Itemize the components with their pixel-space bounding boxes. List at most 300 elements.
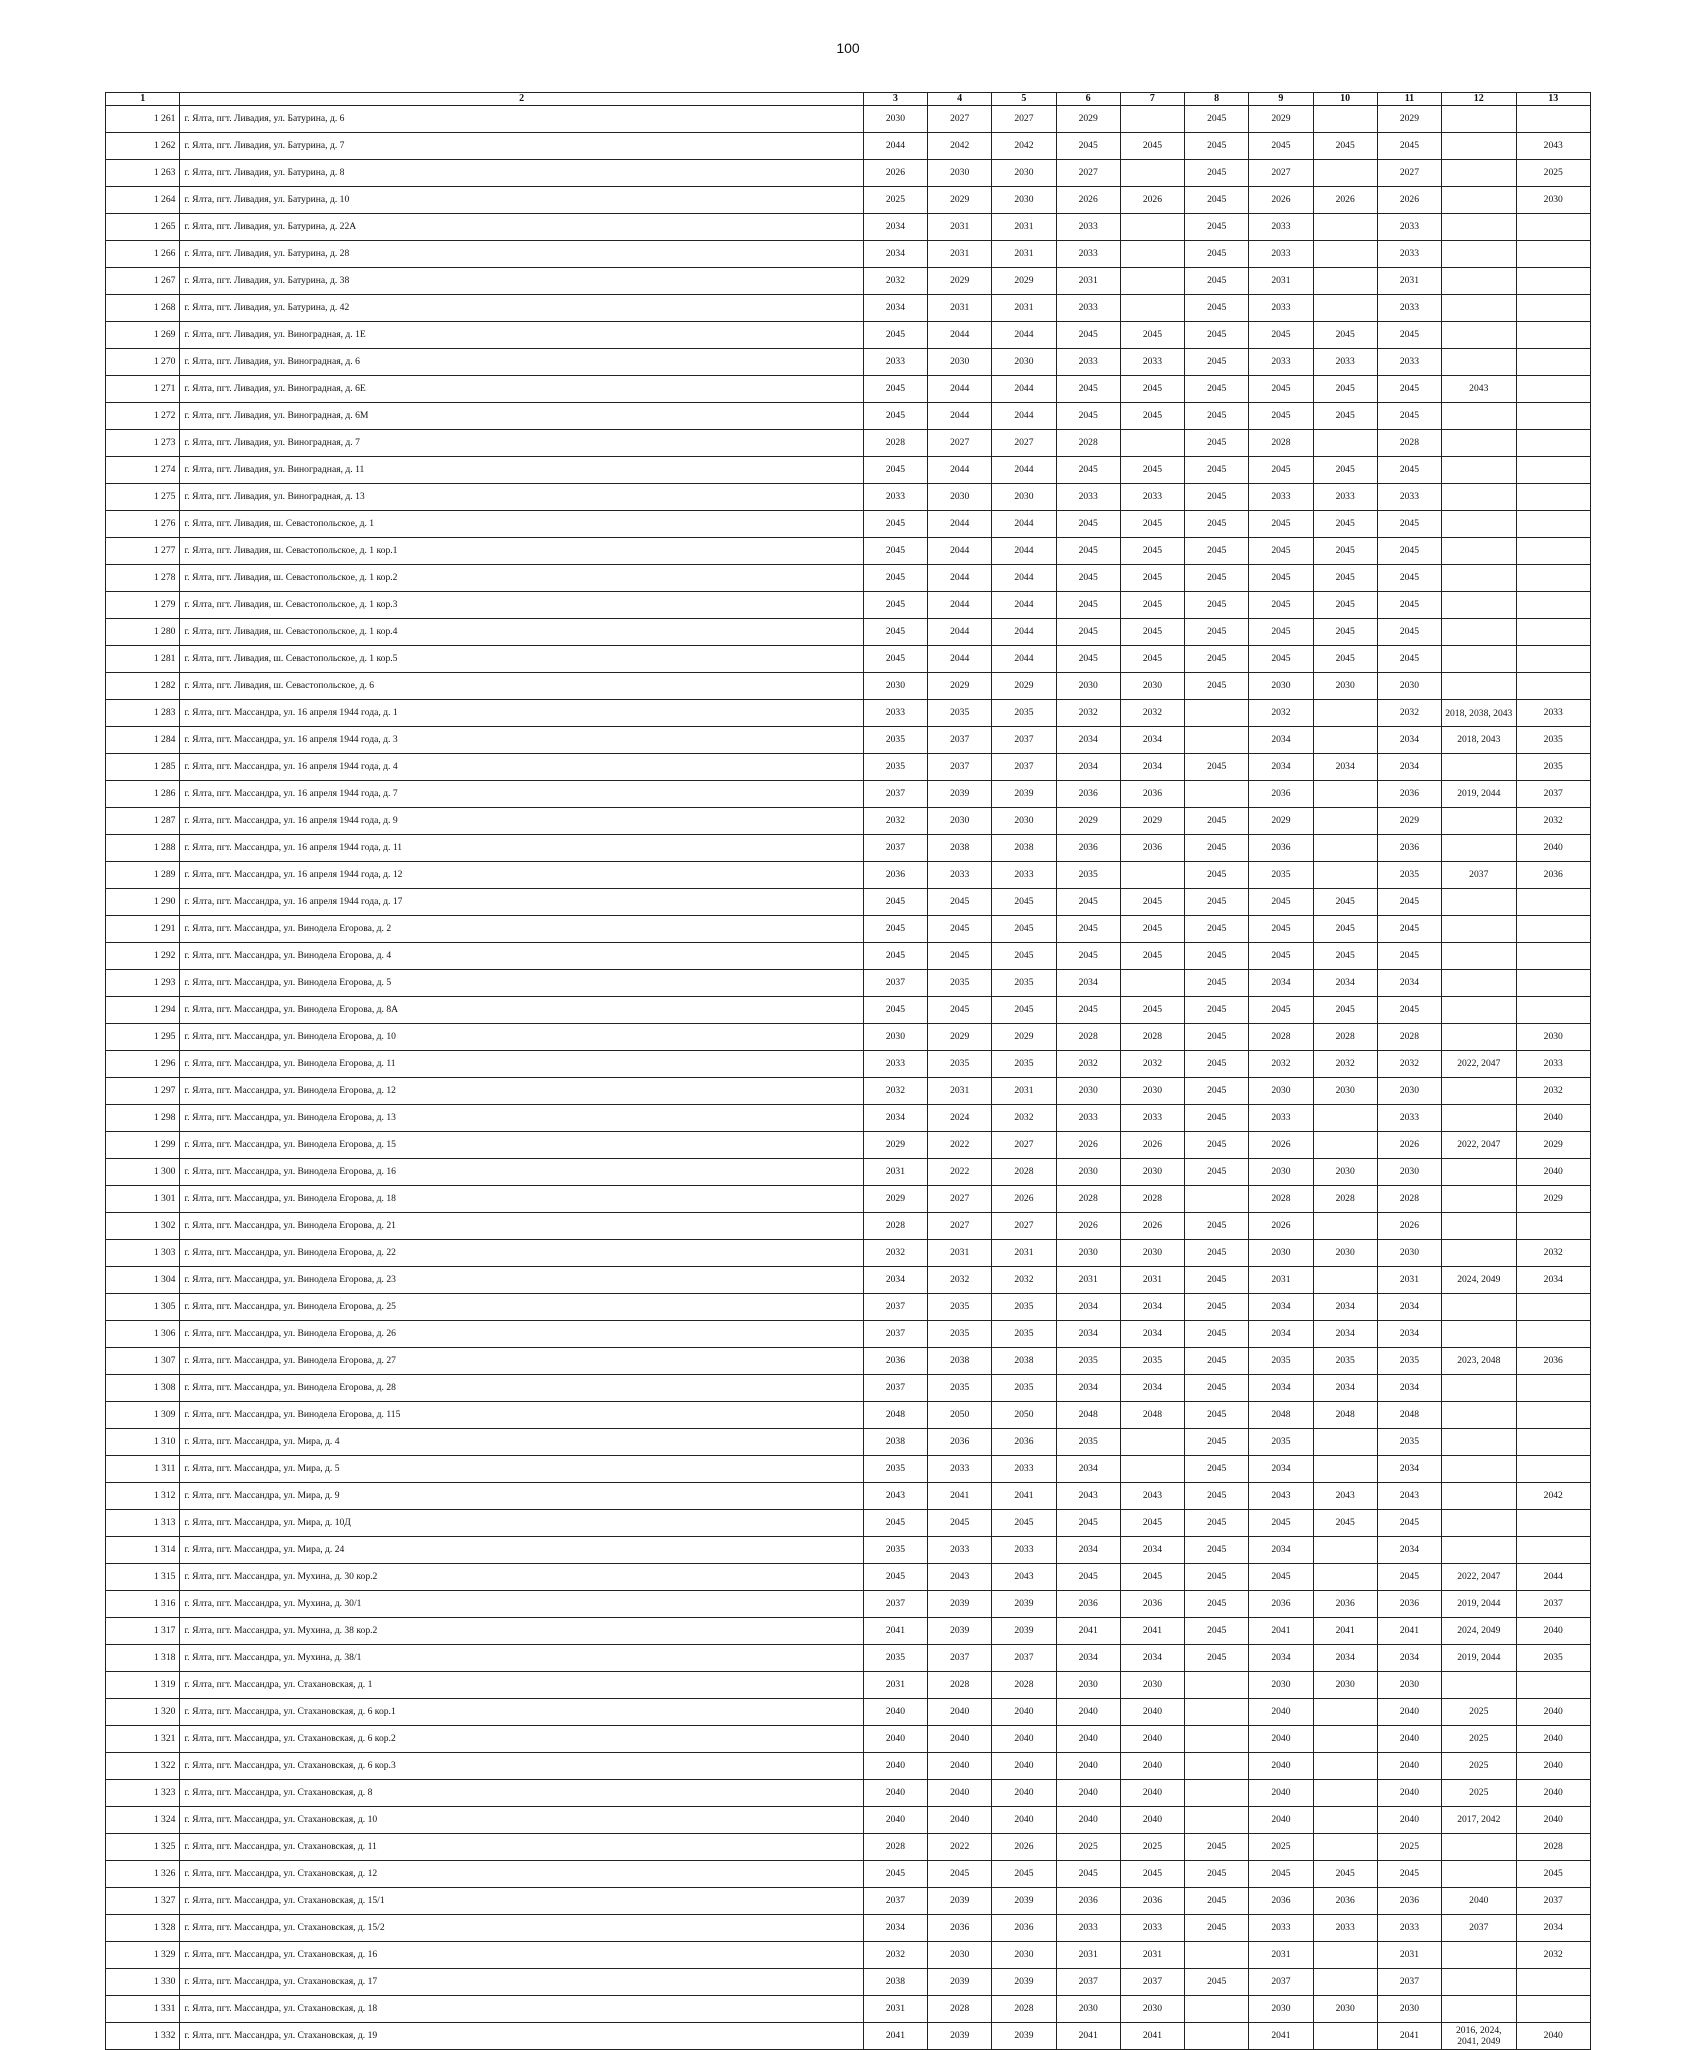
year-cell-col-12 [1442, 673, 1516, 700]
year-cell-col-6: 2045 [1056, 538, 1120, 565]
table-row [106, 862, 1591, 889]
address-cell: г. Ялта, пгт. Ливадия, ул. Виноградная, д. 11 [180, 457, 863, 484]
year-cell-col-5: 2030 [992, 349, 1056, 376]
year-cell-col-9: 2045 [1249, 916, 1313, 943]
year-cell-col-13 [1516, 241, 1591, 268]
year-cell-col-11: 2036 [1377, 835, 1441, 862]
year-cell-col-10 [1313, 1969, 1377, 1996]
year-cell-col-5: 2027 [992, 1132, 1056, 1159]
table-row [106, 1429, 1591, 1456]
year-cell-col-8: 2045 [1185, 214, 1249, 241]
year-cell-col-3: 2028 [863, 1834, 927, 1861]
year-cell-col-7: 2045 [1120, 997, 1184, 1024]
year-cell-col-10 [1313, 1213, 1377, 1240]
year-cell-col-11: 2045 [1377, 511, 1441, 538]
year-cell-col-3: 2030 [863, 1024, 927, 1051]
year-cell-col-11: 2035 [1377, 1348, 1441, 1375]
address-cell: г. Ялта, пгт. Массандра, ул. Стахановская, д. 8 [180, 1780, 863, 1807]
table-row [106, 1240, 1591, 1267]
year-cell-col-12 [1442, 187, 1516, 214]
year-cell-col-4: 2044 [928, 457, 992, 484]
year-cell-col-11: 2040 [1377, 1699, 1441, 1726]
year-cell-col-6: 2036 [1056, 1888, 1120, 1915]
year-cell-col-8: 2045 [1185, 1348, 1249, 1375]
year-cell-col-6: 2045 [1056, 592, 1120, 619]
year-cell-col-10 [1313, 241, 1377, 268]
year-cell-col-6: 2033 [1056, 484, 1120, 511]
year-cell-col-9: 2033 [1249, 1915, 1313, 1942]
row-number-cell: 1 286 [106, 781, 180, 808]
year-cell-col-11: 2040 [1377, 1726, 1441, 1753]
year-cell-col-3: 2035 [863, 1645, 927, 1672]
year-cell-col-12: 2040 [1442, 1888, 1516, 1915]
address-cell: г. Ялта, пгт. Массандра, ул. Винодела Егорова, д. 18 [180, 1186, 863, 1213]
year-cell-col-13 [1516, 1294, 1591, 1321]
table-row [106, 1915, 1591, 1942]
year-cell-col-11: 2029 [1377, 808, 1441, 835]
year-cell-col-8: 2045 [1185, 1888, 1249, 1915]
address-cell: г. Ялта, пгт. Массандра, ул. 16 апреля 1944 года, д. 1 [180, 700, 863, 727]
year-cell-col-13 [1516, 565, 1591, 592]
year-cell-col-12 [1442, 511, 1516, 538]
year-cell-col-11: 2045 [1377, 1564, 1441, 1591]
table-row [106, 484, 1591, 511]
year-cell-col-11: 2041 [1377, 1618, 1441, 1645]
table-row [106, 1807, 1591, 1834]
year-cell-col-4: 2039 [928, 1591, 992, 1618]
table-row [106, 754, 1591, 781]
address-cell: г. Ялта, пгт. Массандра, ул. Мира, д. 24 [180, 1537, 863, 1564]
year-cell-col-12: 2018, 2043 [1442, 727, 1516, 754]
year-cell-col-10 [1313, 1780, 1377, 1807]
year-cell-col-12 [1442, 430, 1516, 457]
year-cell-col-6: 2040 [1056, 1780, 1120, 1807]
year-cell-col-3: 2045 [863, 403, 927, 430]
row-number-cell: 1 319 [106, 1672, 180, 1699]
year-cell-col-9: 2036 [1249, 781, 1313, 808]
address-cell: г. Ялта, пгт. Массандра, ул. Винодела Егорова, д. 27 [180, 1348, 863, 1375]
year-cell-col-10: 2045 [1313, 619, 1377, 646]
year-cell-col-6: 2032 [1056, 700, 1120, 727]
year-cell-col-3: 2028 [863, 1213, 927, 1240]
year-cell-col-9: 2043 [1249, 1483, 1313, 1510]
year-cell-col-12 [1442, 1537, 1516, 1564]
address-cell: г. Ялта, пгт. Массандра, ул. Мухина, д. 30 кор.2 [180, 1564, 863, 1591]
year-cell-col-12 [1442, 592, 1516, 619]
address-cell: г. Ялта, пгт. Ливадия, ул. Батурина, д. 28 [180, 241, 863, 268]
year-cell-col-5: 2037 [992, 754, 1056, 781]
address-cell: г. Ялта, пгт. Ливадия, ш. Севастопольское, д. 1 кор.3 [180, 592, 863, 619]
year-cell-col-4: 2027 [928, 1213, 992, 1240]
year-cell-col-11: 2032 [1377, 700, 1441, 727]
year-cell-col-5: 2033 [992, 1537, 1056, 1564]
year-cell-col-5: 2027 [992, 1213, 1056, 1240]
year-cell-col-6: 2033 [1056, 1105, 1120, 1132]
year-cell-col-11: 2045 [1377, 565, 1441, 592]
year-cell-col-11: 2034 [1377, 1645, 1441, 1672]
column-header-9: 9 [1249, 93, 1313, 106]
year-cell-col-3: 2029 [863, 1132, 927, 1159]
year-cell-col-12 [1442, 1996, 1516, 2023]
row-number-cell: 1 276 [106, 511, 180, 538]
row-number-cell: 1 282 [106, 673, 180, 700]
year-cell-col-12 [1442, 835, 1516, 862]
year-cell-col-5: 2039 [992, 2023, 1056, 2050]
year-cell-col-13: 2035 [1516, 754, 1591, 781]
address-cell: г. Ялта, пгт. Ливадия, ул. Виноградная, д. 6 [180, 349, 863, 376]
year-cell-col-7: 2034 [1120, 727, 1184, 754]
year-cell-col-8: 2045 [1185, 916, 1249, 943]
table-row [106, 349, 1591, 376]
year-cell-col-10 [1313, 1132, 1377, 1159]
year-cell-col-3: 2045 [863, 889, 927, 916]
year-cell-col-11: 2026 [1377, 1213, 1441, 1240]
year-cell-col-3: 2041 [863, 2023, 927, 2050]
address-cell: г. Ялта, пгт. Массандра, ул. Винодела Егорова, д. 16 [180, 1159, 863, 1186]
row-number-cell: 1 320 [106, 1699, 180, 1726]
address-cell: г. Ялта, пгт. Массандра, ул. Винодела Егорова, д. 21 [180, 1213, 863, 1240]
year-cell-col-4: 2035 [928, 970, 992, 997]
year-cell-col-12 [1442, 1402, 1516, 1429]
year-cell-col-13: 2040 [1516, 1699, 1591, 1726]
year-cell-col-4: 2036 [928, 1429, 992, 1456]
column-header-6: 6 [1056, 93, 1120, 106]
year-cell-col-9: 2045 [1249, 538, 1313, 565]
year-cell-col-9: 2036 [1249, 835, 1313, 862]
year-cell-col-4: 2035 [928, 1051, 992, 1078]
year-cell-col-10: 2034 [1313, 1645, 1377, 1672]
row-number-cell: 1 318 [106, 1645, 180, 1672]
year-cell-col-11: 2045 [1377, 376, 1441, 403]
year-cell-col-3: 2045 [863, 1510, 927, 1537]
row-number-cell: 1 314 [106, 1537, 180, 1564]
year-cell-col-9: 2034 [1249, 1537, 1313, 1564]
year-cell-col-6: 2045 [1056, 457, 1120, 484]
year-cell-col-13: 2030 [1516, 187, 1591, 214]
column-header-12: 12 [1442, 93, 1516, 106]
year-cell-col-5: 2045 [992, 889, 1056, 916]
year-cell-col-6: 2045 [1056, 565, 1120, 592]
year-cell-col-13: 2028 [1516, 1834, 1591, 1861]
year-cell-col-11: 2034 [1377, 1294, 1441, 1321]
year-cell-col-4: 2044 [928, 538, 992, 565]
row-number-cell: 1 300 [106, 1159, 180, 1186]
year-cell-col-6: 2045 [1056, 511, 1120, 538]
year-cell-col-12: 2022, 2047 [1442, 1564, 1516, 1591]
year-cell-col-3: 2045 [863, 376, 927, 403]
year-cell-col-4: 2031 [928, 1240, 992, 1267]
row-number-cell: 1 304 [106, 1267, 180, 1294]
year-cell-col-10: 2030 [1313, 1159, 1377, 1186]
year-cell-col-4: 2030 [928, 1942, 992, 1969]
year-cell-col-9: 2040 [1249, 1780, 1313, 1807]
year-cell-col-12 [1442, 1105, 1516, 1132]
address-cell: г. Ялта, пгт. Ливадия, ул. Батурина, д. 6 [180, 106, 863, 133]
year-cell-col-3: 2045 [863, 943, 927, 970]
year-cell-col-8: 2045 [1185, 1645, 1249, 1672]
year-cell-col-3: 2040 [863, 1699, 927, 1726]
year-cell-col-10: 2045 [1313, 403, 1377, 430]
year-cell-col-7: 2045 [1120, 943, 1184, 970]
table-row [106, 1402, 1591, 1429]
address-cell: г. Ялта, пгт. Массандра, ул. Винодела Егорова, д. 25 [180, 1294, 863, 1321]
year-cell-col-3: 2034 [863, 1105, 927, 1132]
year-cell-col-6: 2034 [1056, 1645, 1120, 1672]
table-row [106, 1888, 1591, 1915]
year-cell-col-13: 2032 [1516, 808, 1591, 835]
year-cell-col-11: 2028 [1377, 1186, 1441, 1213]
year-cell-col-7: 2026 [1120, 1132, 1184, 1159]
year-cell-col-6: 2035 [1056, 862, 1120, 889]
year-cell-col-5: 2031 [992, 214, 1056, 241]
year-cell-col-13: 2033 [1516, 700, 1591, 727]
year-cell-col-7: 2036 [1120, 835, 1184, 862]
table-row [106, 2023, 1591, 2050]
table-row [106, 808, 1591, 835]
year-cell-col-11: 2045 [1377, 403, 1441, 430]
year-cell-col-3: 2034 [863, 214, 927, 241]
row-number-cell: 1 299 [106, 1132, 180, 1159]
address-cell: г. Ялта, пгт. Массандра, ул. Стахановская, д. 15/1 [180, 1888, 863, 1915]
year-cell-col-12 [1442, 997, 1516, 1024]
row-number-cell: 1 331 [106, 1996, 180, 2023]
year-cell-col-7: 2045 [1120, 538, 1184, 565]
year-cell-col-10: 2045 [1313, 889, 1377, 916]
year-cell-col-8: 2045 [1185, 1618, 1249, 1645]
year-cell-col-9: 2035 [1249, 1429, 1313, 1456]
year-cell-col-13: 2040 [1516, 1618, 1591, 1645]
year-cell-col-4: 2035 [928, 1321, 992, 1348]
year-cell-col-5: 2041 [992, 1483, 1056, 1510]
year-cell-col-11: 2045 [1377, 457, 1441, 484]
year-cell-col-7 [1120, 1429, 1184, 1456]
table-row [106, 457, 1591, 484]
year-cell-col-5: 2039 [992, 1888, 1056, 1915]
year-cell-col-7: 2029 [1120, 808, 1184, 835]
year-cell-col-13: 2032 [1516, 1240, 1591, 1267]
year-cell-col-9: 2048 [1249, 1402, 1313, 1429]
year-cell-col-10: 2045 [1313, 1510, 1377, 1537]
year-cell-col-7: 2045 [1120, 592, 1184, 619]
year-cell-col-11: 2045 [1377, 943, 1441, 970]
year-cell-col-5: 2031 [992, 1240, 1056, 1267]
year-cell-col-8: 2045 [1185, 1321, 1249, 1348]
year-cell-col-8: 2045 [1185, 1294, 1249, 1321]
address-cell: г. Ялта, пгт. Массандра, ул. Стахановская, д. 11 [180, 1834, 863, 1861]
row-number-cell: 1 306 [106, 1321, 180, 1348]
year-cell-col-11: 2031 [1377, 1942, 1441, 1969]
table-row [106, 376, 1591, 403]
year-cell-col-8: 2045 [1185, 1267, 1249, 1294]
year-cell-col-11: 2045 [1377, 646, 1441, 673]
year-cell-col-6: 2034 [1056, 727, 1120, 754]
year-cell-col-6: 2032 [1056, 1051, 1120, 1078]
address-cell: г. Ялта, пгт. Массандра, ул. Мира, д. 4 [180, 1429, 863, 1456]
year-cell-col-12: 2025 [1442, 1726, 1516, 1753]
year-cell-col-4: 2030 [928, 484, 992, 511]
year-cell-col-6: 2045 [1056, 997, 1120, 1024]
year-cell-col-4: 2044 [928, 322, 992, 349]
year-cell-col-11: 2028 [1377, 1024, 1441, 1051]
year-cell-col-10 [1313, 862, 1377, 889]
year-cell-col-6: 2040 [1056, 1726, 1120, 1753]
year-cell-col-11: 2043 [1377, 1483, 1441, 1510]
year-cell-col-12: 2019, 2044 [1442, 781, 1516, 808]
year-cell-col-12: 2024, 2049 [1442, 1618, 1516, 1645]
year-cell-col-11: 2040 [1377, 1753, 1441, 1780]
year-cell-col-3: 2034 [863, 1915, 927, 1942]
year-cell-col-13 [1516, 1402, 1591, 1429]
year-cell-col-7: 2025 [1120, 1834, 1184, 1861]
year-cell-col-8: 2045 [1185, 1861, 1249, 1888]
year-cell-col-12 [1442, 754, 1516, 781]
year-cell-col-9: 2033 [1249, 1105, 1313, 1132]
address-cell: г. Ялта, пгт. Ливадия, ш. Севастопольское, д. 1 кор.2 [180, 565, 863, 592]
year-cell-col-8 [1185, 1699, 1249, 1726]
year-cell-col-9: 2040 [1249, 1699, 1313, 1726]
year-cell-col-12 [1442, 1294, 1516, 1321]
year-cell-col-4: 2045 [928, 997, 992, 1024]
year-cell-col-3: 2048 [863, 1402, 927, 1429]
year-cell-col-13 [1516, 1321, 1591, 1348]
year-cell-col-6: 2034 [1056, 970, 1120, 997]
row-number-cell: 1 332 [106, 2023, 180, 2050]
row-number-cell: 1 325 [106, 1834, 180, 1861]
year-cell-col-6: 2041 [1056, 2023, 1120, 2050]
year-cell-col-5: 2030 [992, 160, 1056, 187]
year-cell-col-4: 2040 [928, 1699, 992, 1726]
column-header-10: 10 [1313, 93, 1377, 106]
year-cell-col-13: 2037 [1516, 781, 1591, 808]
year-cell-col-5: 2039 [992, 1618, 1056, 1645]
year-cell-col-3: 2032 [863, 808, 927, 835]
row-number-cell: 1 294 [106, 997, 180, 1024]
year-cell-col-7 [1120, 106, 1184, 133]
year-cell-col-7: 2045 [1120, 565, 1184, 592]
year-cell-col-3: 2045 [863, 538, 927, 565]
year-cell-col-6: 2031 [1056, 1267, 1120, 1294]
address-cell: г. Ялта, пгт. Массандра, ул. Стахановская, д. 1 [180, 1672, 863, 1699]
year-cell-col-8: 2045 [1185, 1132, 1249, 1159]
address-cell: г. Ялта, пгт. Ливадия, ш. Севастопольское, д. 1 [180, 511, 863, 538]
year-cell-col-13 [1516, 943, 1591, 970]
year-cell-col-13: 2042 [1516, 1483, 1591, 1510]
year-cell-col-10 [1313, 1726, 1377, 1753]
year-cell-col-10: 2035 [1313, 1348, 1377, 1375]
year-cell-col-7: 2036 [1120, 781, 1184, 808]
year-cell-col-8: 2045 [1185, 673, 1249, 700]
year-cell-col-7 [1120, 1456, 1184, 1483]
row-number-cell: 1 311 [106, 1456, 180, 1483]
year-cell-col-7: 2030 [1120, 1996, 1184, 2023]
year-cell-col-11: 2026 [1377, 187, 1441, 214]
year-cell-col-5: 2044 [992, 322, 1056, 349]
year-cell-col-4: 2044 [928, 403, 992, 430]
year-cell-col-4: 2027 [928, 430, 992, 457]
year-cell-col-3: 2045 [863, 592, 927, 619]
year-cell-col-3: 2031 [863, 1159, 927, 1186]
year-cell-col-6: 2033 [1056, 295, 1120, 322]
year-cell-col-10: 2045 [1313, 997, 1377, 1024]
year-cell-col-4: 2045 [928, 916, 992, 943]
year-cell-col-3: 2036 [863, 1348, 927, 1375]
year-cell-col-3: 2040 [863, 1807, 927, 1834]
year-cell-col-6: 2034 [1056, 1294, 1120, 1321]
year-cell-col-9: 2033 [1249, 484, 1313, 511]
table-row [106, 1051, 1591, 1078]
year-cell-col-5: 2044 [992, 592, 1056, 619]
year-cell-col-13 [1516, 295, 1591, 322]
year-cell-col-3: 2032 [863, 1942, 927, 1969]
year-cell-col-8: 2045 [1185, 565, 1249, 592]
year-cell-col-11: 2036 [1377, 1888, 1441, 1915]
year-cell-col-6: 2030 [1056, 1672, 1120, 1699]
year-cell-col-8 [1185, 1186, 1249, 1213]
year-cell-col-11: 2045 [1377, 619, 1441, 646]
year-cell-col-4: 2039 [928, 1888, 992, 1915]
table-row [106, 970, 1591, 997]
year-cell-col-7: 2045 [1120, 376, 1184, 403]
row-number-cell: 1 261 [106, 106, 180, 133]
address-cell: г. Ялта, пгт. Массандра, ул. 16 апреля 1944 года, д. 3 [180, 727, 863, 754]
year-cell-col-9: 2030 [1249, 1078, 1313, 1105]
year-cell-col-9: 2040 [1249, 1807, 1313, 1834]
year-cell-col-11: 2030 [1377, 673, 1441, 700]
address-cell: г. Ялта, пгт. Ливадия, ш. Севастопольское, д. 1 кор.1 [180, 538, 863, 565]
year-cell-col-5: 2042 [992, 133, 1056, 160]
year-cell-col-9: 2030 [1249, 1240, 1313, 1267]
year-cell-col-4: 2045 [928, 943, 992, 970]
year-cell-col-6: 2035 [1056, 1348, 1120, 1375]
year-cell-col-8 [1185, 1672, 1249, 1699]
year-cell-col-7 [1120, 160, 1184, 187]
year-cell-col-8 [1185, 2023, 1249, 2050]
year-cell-col-4: 2040 [928, 1780, 992, 1807]
year-cell-col-10 [1313, 214, 1377, 241]
year-cell-col-10: 2033 [1313, 349, 1377, 376]
year-cell-col-9: 2036 [1249, 1888, 1313, 1915]
row-number-cell: 1 324 [106, 1807, 180, 1834]
year-cell-col-5: 2044 [992, 619, 1056, 646]
year-cell-col-9: 2040 [1249, 1753, 1313, 1780]
year-cell-col-5: 2040 [992, 1699, 1056, 1726]
year-cell-col-4: 2044 [928, 511, 992, 538]
year-cell-col-5: 2029 [992, 268, 1056, 295]
year-cell-col-5: 2027 [992, 430, 1056, 457]
year-cell-col-6: 2040 [1056, 1807, 1120, 1834]
year-cell-col-8: 2045 [1185, 511, 1249, 538]
year-cell-col-4: 2037 [928, 1645, 992, 1672]
year-cell-col-6: 2029 [1056, 106, 1120, 133]
year-cell-col-10: 2033 [1313, 484, 1377, 511]
year-cell-col-12 [1442, 1321, 1516, 1348]
year-cell-col-6: 2037 [1056, 1969, 1120, 1996]
year-cell-col-10: 2034 [1313, 1375, 1377, 1402]
year-cell-col-4: 2045 [928, 1861, 992, 1888]
year-cell-col-3: 2037 [863, 1888, 927, 1915]
year-cell-col-13 [1516, 1537, 1591, 1564]
year-cell-col-3: 2035 [863, 754, 927, 781]
row-number-cell: 1 329 [106, 1942, 180, 1969]
row-number-cell: 1 265 [106, 214, 180, 241]
year-cell-col-9: 2032 [1249, 1051, 1313, 1078]
year-cell-col-10 [1313, 2023, 1377, 2050]
year-cell-col-5: 2035 [992, 1375, 1056, 1402]
row-number-cell: 1 313 [106, 1510, 180, 1537]
address-cell: г. Ялта, пгт. Массандра, ул. Винодела Егорова, д. 5 [180, 970, 863, 997]
year-cell-col-10 [1313, 727, 1377, 754]
address-cell: г. Ялта, пгт. Массандра, ул. 16 апреля 1944 года, д. 12 [180, 862, 863, 889]
